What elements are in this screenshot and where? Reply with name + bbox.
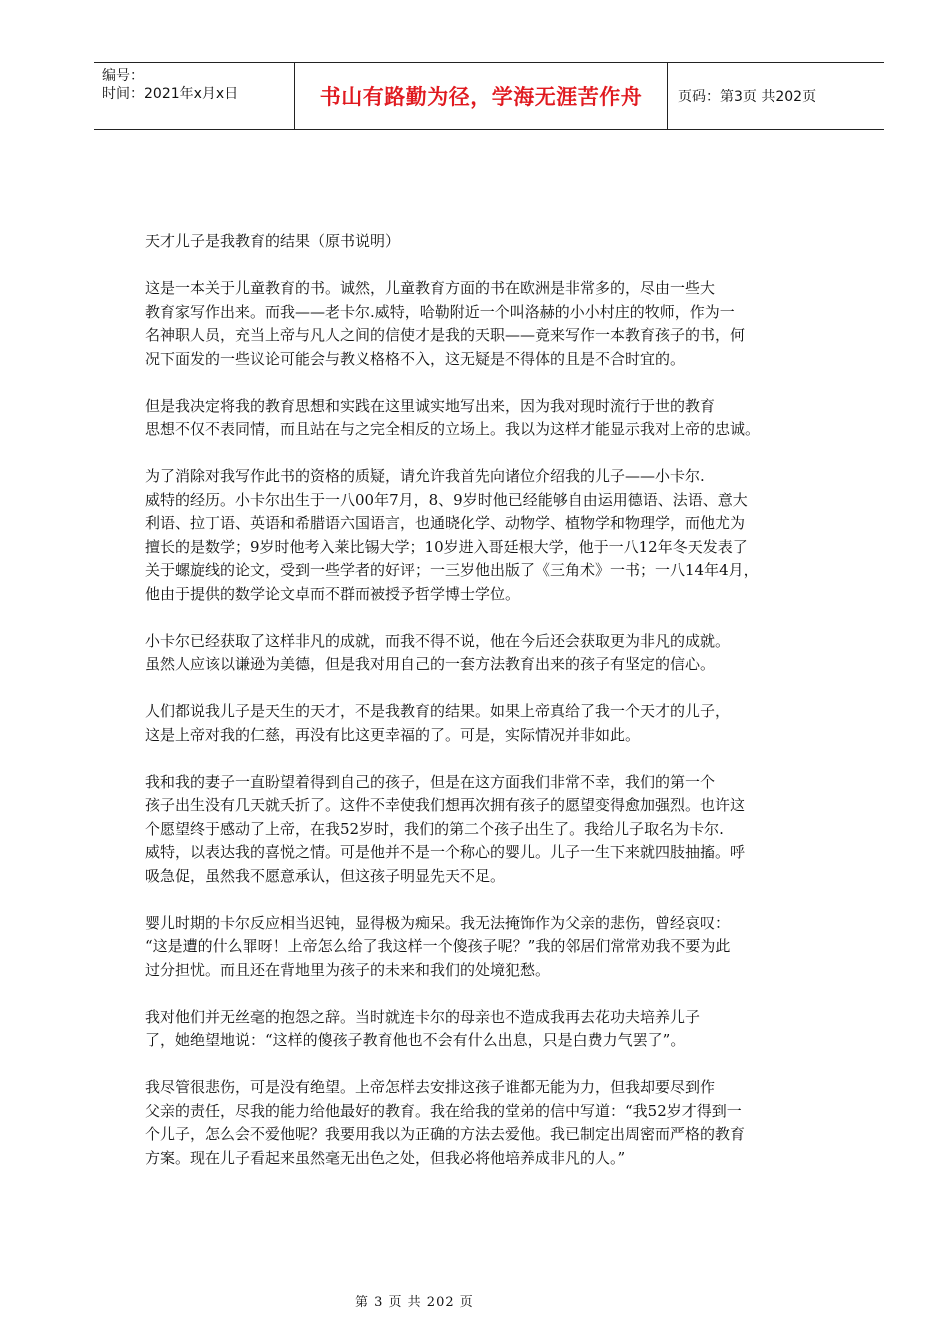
paragraph-line: “这是遭的什么罪呀！上帝怎么给了我这样一个傻孩子呢？”我的邻居们常常劝我不要为此 [145, 937, 731, 955]
header-motto [294, 63, 668, 129]
paragraph-line: 教育家写作出来。而我——老卡尔.威特，哈勒附近一个叫洛赫的小小村庄的牧师，作为一 [145, 302, 735, 321]
time-label: 时间：2021年x月x日 [102, 86, 239, 102]
paragraph-line: 思想不仅不表同情，而且站在与之完全相反的立场上。我以为这样才能显示我对上帝的忠诚。 [145, 420, 761, 438]
paragraph-line: 这是一本关于儿童教育的书。诚然，儿童教育方面的书在欧洲是非常多的，尽由一些大 [145, 279, 716, 297]
paragraph [145, 1006, 835, 1053]
paragraph [145, 700, 835, 747]
motto-text: 书山有路勤为径，学海无涯苦作舟 [319, 85, 643, 109]
footer-page-number: 第 3 页 共 202 页 [355, 1295, 474, 1310]
header-page-info [668, 63, 884, 129]
paragraph-line: 吸急促，虽然我不愿意承认，但这孩子明显先天不足。 [145, 866, 506, 885]
paragraph-list [145, 277, 835, 1170]
paragraph-line: 他由于提供的数学论文卓而不群而被授予哲学博士学位。 [145, 584, 521, 603]
document-title: 天才儿子是我教育的结果（原书说明） [145, 232, 401, 250]
paragraph-line: 但是我决定将我的教育思想和实践在这里诚实地写出来，因为我对现时流行于世的教育 [145, 396, 716, 415]
page-footer [0, 1291, 950, 1310]
paragraph [145, 395, 835, 442]
paragraph [145, 465, 835, 606]
paragraph-line: 我对他们并无丝毫的抱怨之辞。当时就连卡尔的母亲也不造成我再去花功夫培养儿子 [145, 1007, 701, 1026]
paragraph-line: 关于螺旋线的论文，受到一些学者的好评；一三岁他出版了《三角术》一书；一八14年4月， [145, 561, 759, 579]
paragraph-line: 孩子出生没有几天就夭折了。这件不幸使我们想再次拥有孩子的愿望变得愈加强烈。也许这 [145, 796, 746, 814]
paragraph-line: 人们都说我儿子是天生的天才，不是我教育的结果。如果上帝真给了我一个天才的儿子， [145, 702, 731, 720]
paragraph-line: 威特的经历。小卡尔出生于一八00年7月，8、9岁时他已经能够自由运用德语、法语、意大 [145, 490, 748, 509]
document-body [145, 230, 835, 1194]
paragraph-line: 我尽管很悲伤，可是没有绝望。上帝怎样去安排这孩子谁都无能为力，但我却要尽到作 [145, 1078, 716, 1096]
paragraph-line: 这是上帝对我的仁慈，再没有比这更幸福的了。可是，实际情况并非如此。 [145, 725, 641, 744]
paragraph-line: 小卡尔已经获取了这样非凡的成就，而我不得不说，他在今后还会获取更为非凡的成就。 [145, 631, 731, 650]
paragraph-line: 擅长的是数学；9岁时他考入莱比锡大学；10岁进入哥廷根大学，他于一八12年冬天发表了 [145, 537, 748, 556]
paragraph-line: 个愿望终于感动了上帝，在我52岁时，我们的第二个孩子出生了。我给儿子取名为卡尔. [145, 819, 724, 838]
page-info-text: 页码：第3页 共202页 [678, 89, 817, 105]
paragraph-line: 虽然人应该以谦逊为美德，但是我对用自己的一套方法教育出来的孩子有坚定的信心。 [145, 655, 716, 673]
header-meta [94, 63, 294, 129]
paragraph [145, 630, 835, 677]
paragraph-line: 了，她绝望地说：“这样的傻孩子教育他也不会有什么出息，只是白费力气罢了”。 [145, 1031, 686, 1049]
paragraph-line: 父亲的责任，尽我的能力给他最好的教育。我在给我的堂弟的信中写道：“我52岁才得到一 [145, 1101, 742, 1120]
paragraph-line: 利语、拉丁语、英语和希腊语六国语言，也通晓化学、动物学、植物学和物理学，而他尤为 [145, 514, 746, 532]
page-header [94, 62, 884, 130]
paragraph-line: 个儿子，怎么会不爱他呢？我要用我以为正确的方法去爱他。我已制定出周密而严格的教育 [145, 1125, 746, 1143]
paragraph-line: 婴儿时期的卡尔反应相当迟钝，显得极为痴呆。我无法掩饰作为父亲的悲伤，曾经哀叹： [145, 913, 731, 932]
paragraph-line: 名神职人员，充当上帝与凡人之间的信使才是我的天职——竟来写作一本教育孩子的书，何 [145, 326, 746, 344]
paragraph-line: 方案。现在儿子看起来虽然毫无出色之处，但我必将他培养成非凡的人。” [145, 1148, 626, 1167]
paragraph [145, 277, 835, 371]
paragraph-line: 我和我的妻子一直盼望着得到自己的孩子，但是在这方面我们非常不幸，我们的第一个 [145, 772, 716, 791]
paragraph-line: 威特，以表达我的喜悦之情。可是他并不是一个称心的婴儿。儿子一生下来就四肢抽搐。呼 [145, 843, 746, 861]
paragraph [145, 1076, 835, 1170]
code-label: 编号： [102, 68, 144, 84]
paragraph-line: 过分担忧。而且还在背地里为孩子的未来和我们的处境犯愁。 [145, 960, 551, 979]
paragraph-line: 况下面发的一些议论可能会与教义格格不入，这无疑是不得体的且是不合时宜的。 [145, 349, 686, 368]
paragraph [145, 771, 835, 889]
paragraph-line: 为了消除对我写作此书的资格的质疑，请允许我首先向诸位介绍我的儿子——小卡尔. [145, 467, 705, 485]
paragraph [145, 912, 835, 983]
